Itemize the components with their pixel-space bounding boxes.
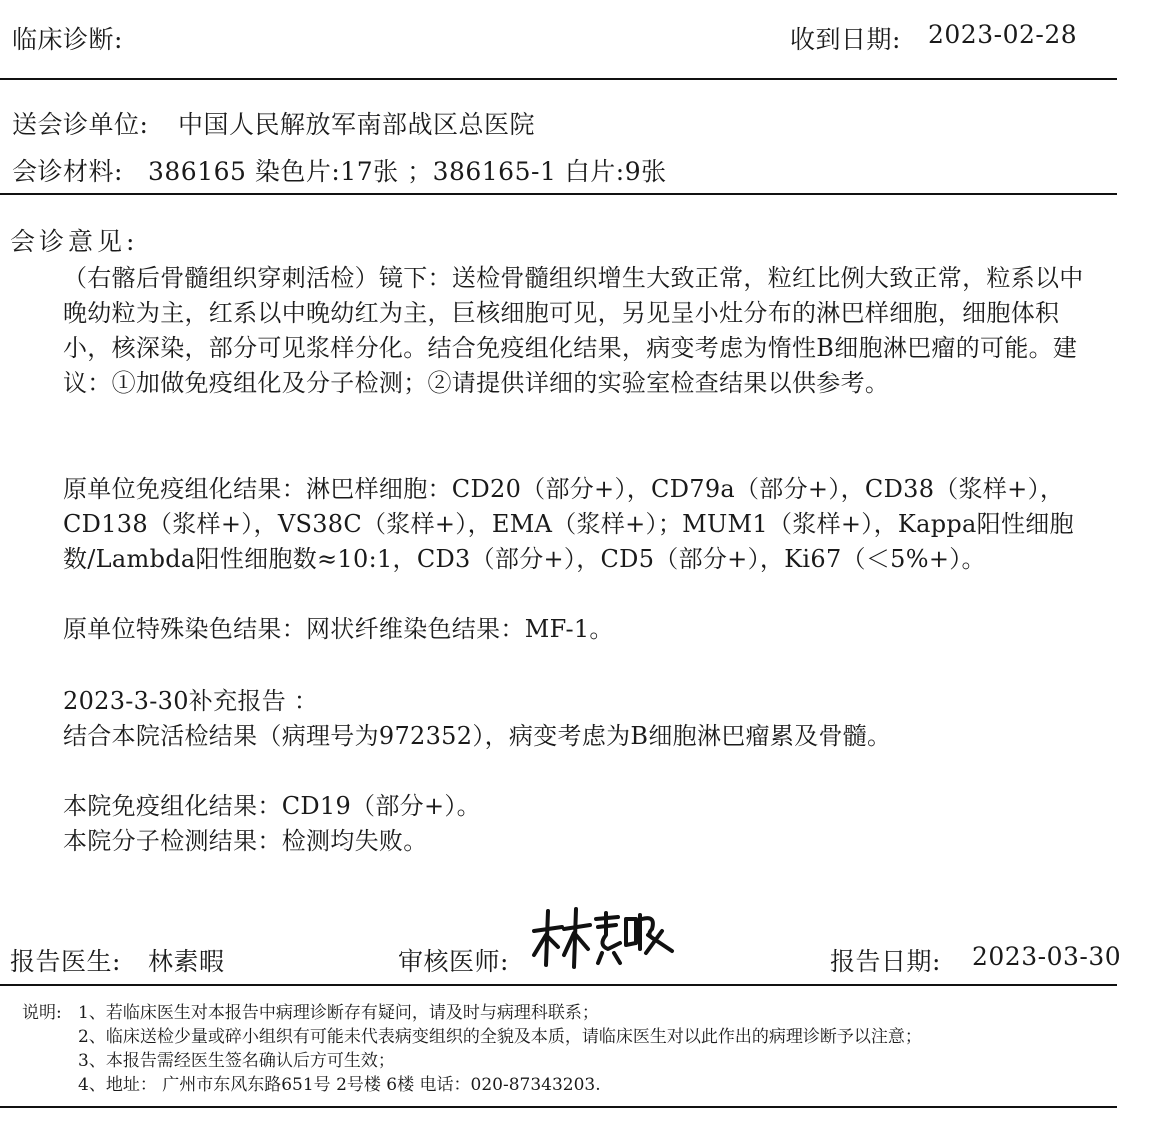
immuno-original: 原单位免疫组化结果：淋巴样细胞：CD20（部分+），CD79a（部分+），CD38（浆样+），CD138（浆样+），VS38C（浆样+），EMA（浆样+）；MUM1（浆样+），Kappa阳性细胞数/Lambda阳性细胞数≈10:1，CD3（部分+），CD5（部分+），Ki67（＜5%+）。 [63, 475, 1074, 573]
divider-top [0, 78, 1117, 80]
note-item-2: 2、临床送检少量或碎小组织有可能未代表病变组织的全貌及本质，请临床医生对以此作出的病理诊断予以注意； [78, 1027, 922, 1047]
report-date-label: 报告日期: [830, 947, 941, 976]
divider-middle [0, 193, 1117, 195]
reporting-doctor-name: 林素暇 [148, 947, 225, 976]
report-date-value: 2023-03-30 [972, 942, 1122, 971]
divider-bottom [0, 1106, 1117, 1108]
supplement-title: 2023-3-30补充报告 ： [63, 687, 319, 715]
note-item-3: 3、本报告需经医生签名确认后方可生效； [78, 1051, 395, 1071]
opinion-paragraph: （右髂后骨髓组织穿刺活检）镜下：送检骨髓组织增生大致正常，粒红比例大致正常，粒系以中晚幼粒为主，红系以中晚幼红为主，巨核细胞可见，另见呈小灶分布的淋巴样细胞，细胞体积小，核深染，部分可见浆样分化。结合免疫组化结果，病变考虑为惰性B细胞淋巴瘤的可能。建议：①加做免疫组化及分子检测；②请提供详细的实验室检查结果以供参考。 [63, 264, 1084, 397]
supplement-text: 结合本院活检结果（病理号为972352），病变考虑为B细胞淋巴瘤累及骨髓。 [63, 722, 892, 750]
consult-material-label: 会诊材料: [12, 157, 123, 186]
notes-prefix: 说明: [22, 1003, 62, 1023]
special-stain-original: 原单位特殊染色结果：网状纤维染色结果：MF-1。 [63, 615, 614, 643]
received-date-label: 收到日期: [790, 25, 901, 54]
molecular-local: 本院分子检测结果：检测均失败。 [63, 827, 428, 855]
consult-material-value: 386165 染色片:17张 ；386165-1 白片:9张 [148, 157, 667, 186]
note-item-4: 4、地址： 广州市东风东路651号 2号楼 6楼 电话：020-87343203. [78, 1075, 601, 1095]
received-date-value: 2023-02-28 [928, 20, 1078, 49]
clinical-diagnosis-label: 临床诊断: [12, 25, 123, 54]
consult-unit-label: 送会诊单位: [12, 110, 149, 139]
reporting-doctor-label: 报告医生: [10, 947, 121, 976]
opinion-title: 会诊意见: [10, 227, 139, 256]
note-item-1: 1、若临床医生对本报告中病理诊断存有疑问，请及时与病理科联系； [78, 1003, 599, 1023]
handwritten-signature [528, 905, 678, 975]
reviewing-doctor-label: 审核医师: [398, 947, 509, 976]
consult-unit-value: 中国人民解放军南部战区总医院 [178, 110, 536, 139]
divider-notes [0, 984, 1117, 986]
immuno-local: 本院免疫组化结果：CD19（部分+）。 [63, 792, 481, 820]
